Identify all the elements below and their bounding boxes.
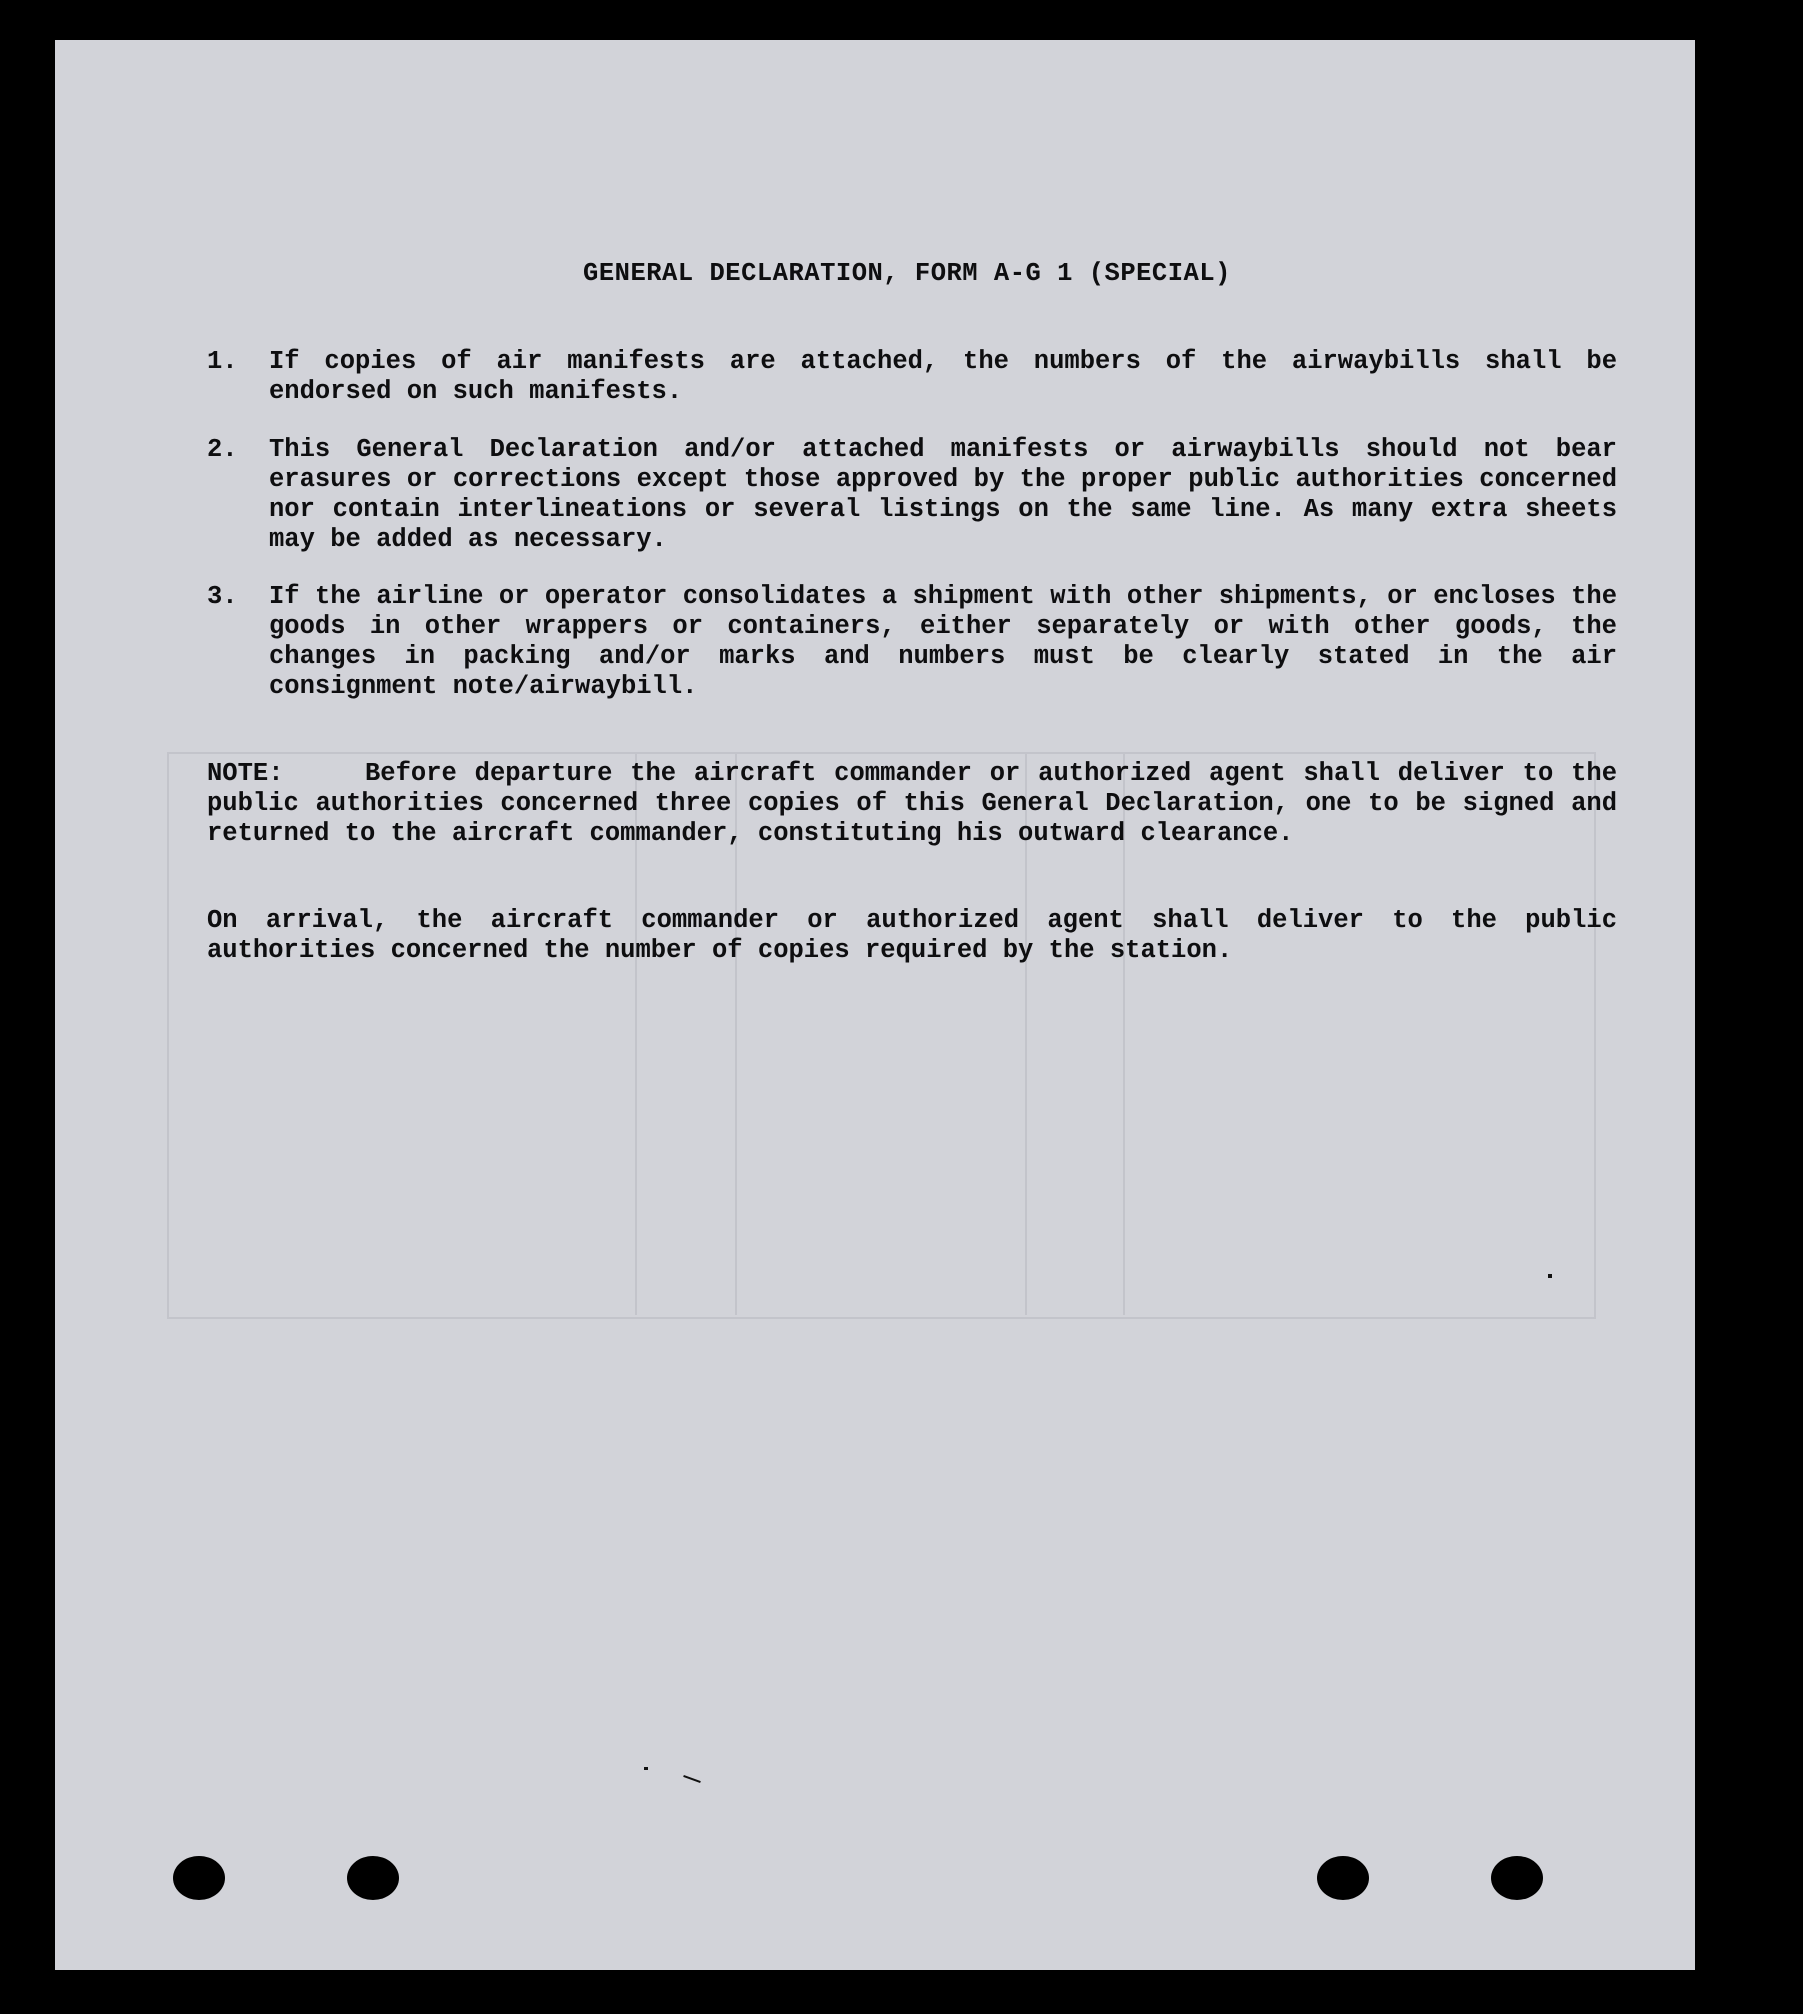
punch-hole — [173, 1856, 225, 1900]
arrival-paragraph: On arrival, the aircraft commander or authorized agent shall deliver to the public authorities concerned the number of copies required by the station. — [207, 906, 1617, 965]
note-text: Before departure the aircraft commander or authorized agent shall deliver to the public authorities concerned three copies of this General Declaration, one to be signed and returned to the aircraft commander, constituting his outward clearance. — [207, 759, 1617, 848]
speck — [644, 1767, 648, 1770]
item-text: If the airline or operator consolidates a shipment with other shipments, or encloses the goods in other wrappers or containers, either separately or with other goods, the changes in packing and/or marks and numbers must be clearly stated in the air consignment note/airwaybill. — [269, 582, 1617, 701]
item-text: This General Declaration and/or attached manifests or airwaybills should not bear erasures or corrections except those approved by the proper public authorities concerned nor contain interlineations or several listings on the same line. As many extra sheets may be added as necessary. — [269, 435, 1617, 554]
item-text: If copies of air manifests are attached, the numbers of the airwaybills shall be endorsed on such manifests. — [269, 347, 1617, 406]
punch-hole — [347, 1856, 399, 1900]
item-number: 2. — [207, 435, 238, 464]
item-number: 3. — [207, 582, 238, 611]
speck — [683, 1775, 701, 1783]
document-page — [55, 40, 1695, 1970]
note-paragraph — [207, 759, 1617, 849]
document-title: GENERAL DECLARATION, FORM A-G 1 (SPECIAL) — [583, 259, 1231, 288]
note-label: NOTE: — [207, 759, 284, 788]
punch-hole — [1317, 1856, 1369, 1900]
punch-hole — [1491, 1856, 1543, 1900]
speck — [1548, 1274, 1552, 1278]
item-number: 1. — [207, 347, 238, 376]
